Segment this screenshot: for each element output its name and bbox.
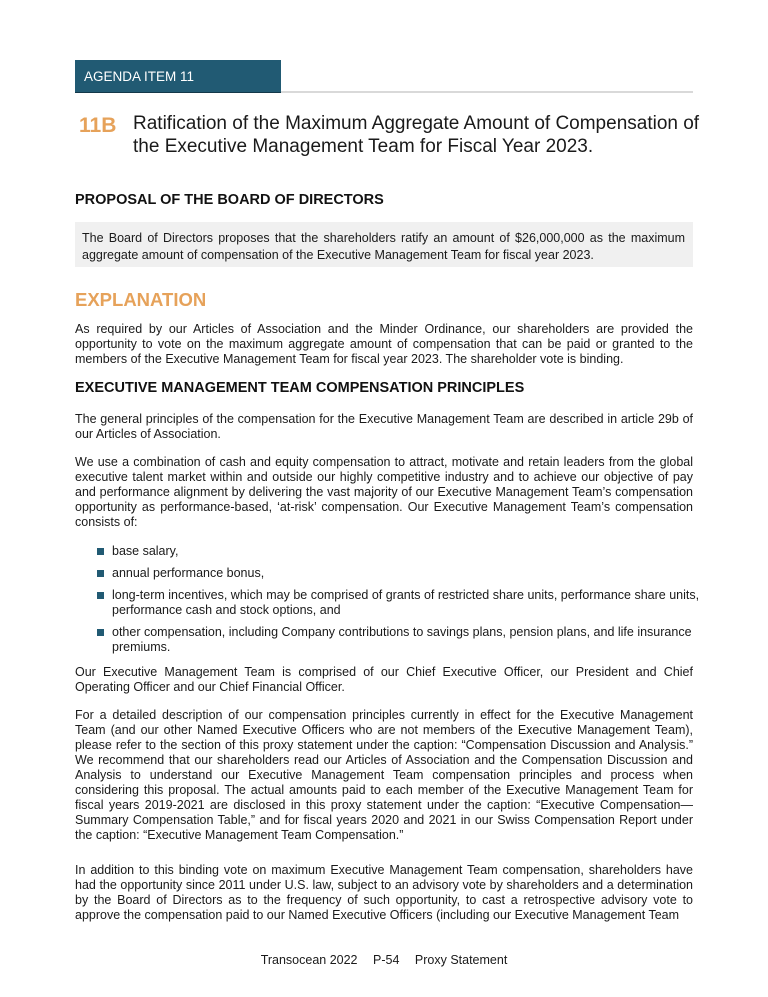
footer-page-number: P-54	[373, 953, 400, 967]
principles-paragraph-3: Our Executive Management Team is comprised of our Chief Executive Officer, our President and Chief Operating Officer and our Chief Financial Officer.	[75, 665, 693, 694]
explanation-paragraph: As required by our Articles of Association and the Minder Ordinance, our shareholders are provided the opportunity to vote on the maximum aggregate amount of compensation that can be paid or granted to the members of the Executive Management Team for fiscal year 2023. The shareholder vote is binding.	[75, 322, 693, 366]
proposal-heading: PROPOSAL OF THE BOARD OF DIRECTORS	[75, 192, 384, 208]
item-title: Ratification of the Maximum Aggregate Amount of Compensation of the Executive Management Team for Fiscal Year 2023.	[133, 113, 700, 157]
square-bullet-icon	[97, 629, 104, 636]
compensation-components-list	[75, 544, 700, 662]
banner-divider	[281, 91, 693, 93]
footer-document: Proxy Statement	[414, 953, 508, 967]
explanation-heading: EXPLANATION	[75, 289, 207, 310]
principles-paragraph-1: The general principles of the compensation for the Executive Management Team are described in article 29b of our Articles of Association.	[75, 412, 693, 441]
list-item: long-term incentives, which may be comprised of grants of restricted share units, performance share units, performance cash and stock options, and	[75, 588, 702, 618]
list-item: annual performance bonus,	[75, 566, 702, 581]
list-item: base salary,	[75, 544, 702, 559]
footer-company: Transocean 2022	[260, 953, 358, 967]
square-bullet-icon	[97, 570, 104, 577]
square-bullet-icon	[97, 548, 104, 555]
principles-paragraph-4: For a detailed description of our compensation principles currently in effect for the Executive Management Team (and our other Named Executive Officers who are not members of the Executive Management Team), please refer to the section of this proxy statement under the caption: “Compensation Discussion and Analysis.” We recommend that our shareholders read our Articles of Association and the Compensation Discussion and Analysis to understand our Executive Management Team compensation principles and process when considering this proposal. The actual amounts paid to each member of the Executive Management Team for fiscal years 2019-2021 are disclosed in this proxy statement under the caption: “Executive Compensation—Summary Compensation Table,” and for fiscal years 2020 and 2021 in our Swiss Compensation Report under the caption: “Executive Management Team Compensation.”	[75, 708, 693, 842]
agenda-banner-row	[75, 60, 693, 94]
agenda-item-banner: AGENDA ITEM 11	[75, 60, 281, 93]
principles-paragraph-2: We use a combination of cash and equity compensation to attract, motivate and retain leaders from the global executive talent market within and outside our highly competitive industry and to achieve our objective of pay and performance alignment by delivering the vast majority of our Executive Management Team’s compensation opportunity as performance-based, ‘at-risk’ compensation. Our Executive Management Team’s compensation consists of:	[75, 455, 693, 529]
principles-paragraph-5: In addition to this binding vote on maximum Executive Management Team compensation, shareholders have had the opportunity since 2011 under U.S. law, subject to an advisory vote by shareholders and a determination by the Board of Directors as to the frequency of such opportunity, to cast a retrospective advisory vote to approve the compensation paid to our Named Executive Officers (including our Executive Management Team	[75, 863, 693, 922]
proposal-box: The Board of Directors proposes that the shareholders ratify an amount of $26,000,000 as the maximum aggregate amount of compensation of the Executive Management Team for fiscal year 2023.	[75, 222, 693, 267]
item-number: 11B	[79, 114, 117, 137]
list-item: other compensation, including Company contributions to savings plans, pension plans, and life insurance premiums.	[75, 625, 702, 655]
page-footer	[0, 953, 768, 967]
principles-heading: EXECUTIVE MANAGEMENT TEAM COMPENSATION PRINCIPLES	[75, 380, 525, 396]
square-bullet-icon	[97, 592, 104, 599]
